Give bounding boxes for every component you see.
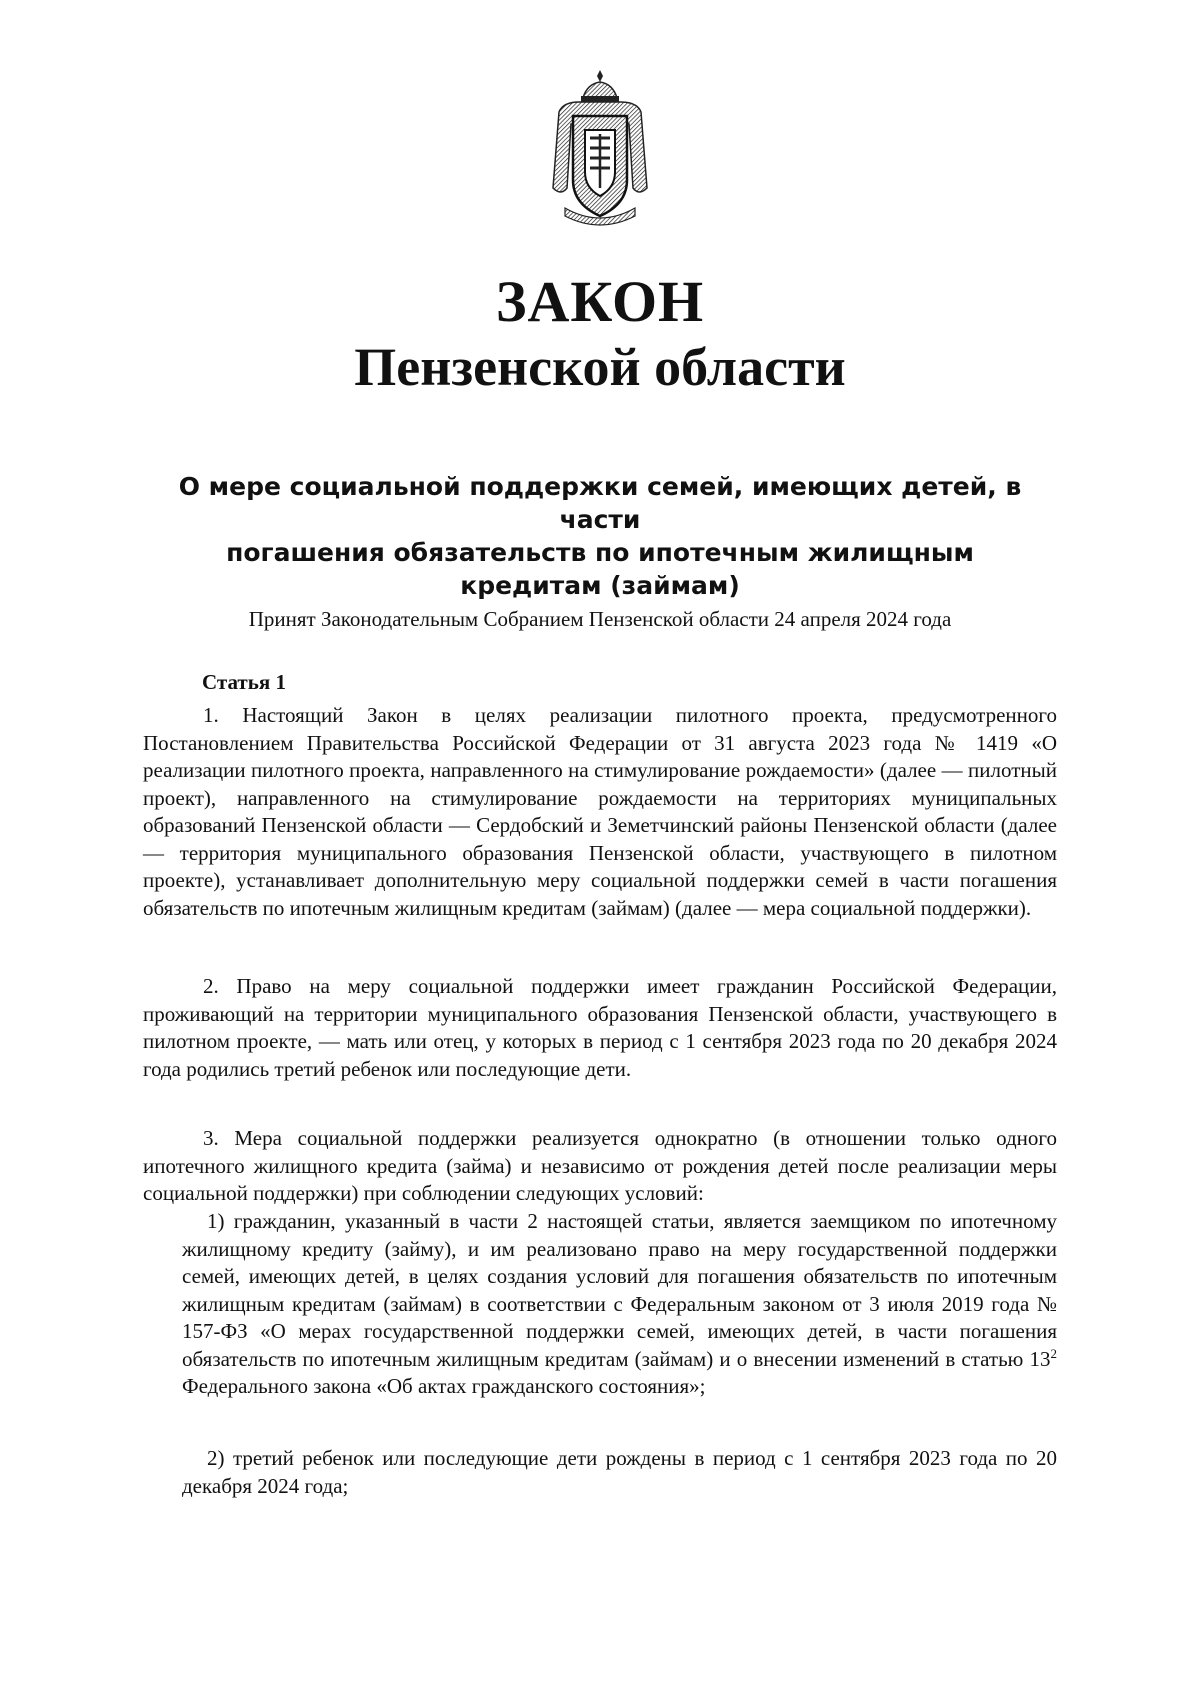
list-item-2: 2) третий ребенок или последующие дети рождены в период с 1 сентября 2023 года по 20 декабря 2024 года;: [182, 1446, 1057, 1498]
heading-line: кредитам (займам): [460, 571, 740, 600]
coat-of-arms-emblem: [543, 68, 657, 228]
law-heading: [150, 470, 1050, 602]
adoption-note: Принят Законодательным Собранием Пензенской области 24 апреля 2024 года: [248, 607, 952, 631]
article-title: Статья 1: [202, 670, 286, 694]
law-title: ЗАКОН: [495, 269, 705, 334]
heading-line: погашения обязательств по ипотечным жилищным: [226, 538, 974, 567]
list-item-1-text: 1) гражданин, указанный в части 2 настоящей статьи, является заемщиком по ипотечному жилищному кредиту (займу), и им реализовано право на меру государственной поддержки семей, имеющих детей, в целях создания условий для погашения обязательств по ипотечным жилищным кредитам (займам) в соответствии с Федеральным законом от 3 июля 2019 года № 157-ФЗ «О мерах государственной поддержки семей, имеющих детей, в части погашения обязательств по ипотечным жилищным кредитам (займам) и о внесении изменений в статью 13: [182, 1209, 1057, 1371]
list-item-1-tail: Федерального закона «Об актах гражданского состояния»;: [182, 1374, 706, 1398]
superscript: 2: [1050, 1345, 1057, 1361]
paragraph-2: 2. Право на меру социальной поддержки имеет гражданин Российской Федерации, проживающий на территории муниципального образования Пензенской области, участвующего в пилотном проекте, — мать или отец, у которых в период с 1 сентября 2023 года по 20 декабря 2024 года родились третий ребенок или последующие дети.: [143, 974, 1057, 1081]
paragraph-3: 3. Мера социальной поддержки реализуется однократно (в отношении только одного ипотечного жилищного кредита (займа) и независимо от рождения детей после реализации меры социальной поддержки) при соблюдении следующих условий:: [143, 1126, 1057, 1205]
heading-line: О мере социальной поддержки семей, имеющих детей, в части: [178, 472, 1022, 534]
law-region-subtitle: Пензенской области: [354, 337, 846, 397]
list-item-1: [182, 1208, 1057, 1401]
paragraph-1: 1. Настоящий Закон в целях реализации пилотного проекта, предусмотренного Постановлением Правительства Российской Федерации от 31 августа 2023 года № 1419 «О реализации пилотного проекта, направленного на стимулирование рождаемости» (далее — пилотный проект), направленного на стимулирование рождаемости на территориях муниципальных образований Пензенской области — Сердобский и Земетчинский районы Пензенской области (далее — территория муниципального образования Пензенской области, участвующего в пилотном проекте), устанавливает дополнительную меру социальной поддержки семей в части погашения обязательств по ипотечным жилищным кредитам (займам) (далее — мера социальной поддержки).: [143, 703, 1057, 920]
